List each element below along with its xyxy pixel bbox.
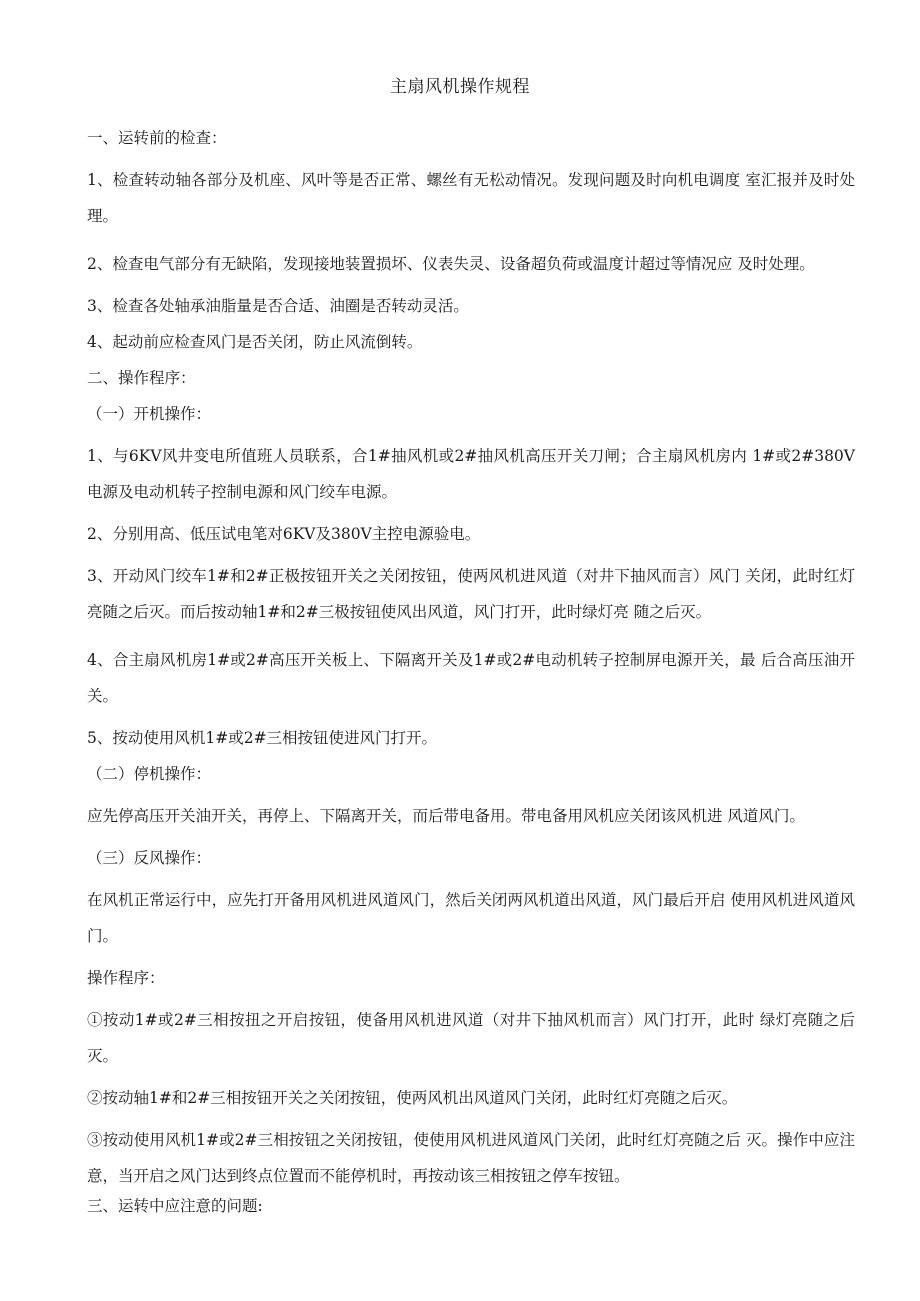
subsection-heading: （一）开机操作： <box>87 405 212 423</box>
paragraph: ③按动使用风机1#或2#三相按钮之关闭按钮，使使用风机进风道风门关闭，此时红灯亮随之后 灭。操作中应注意，当开启之风门达到终点位置而不能停机时，再按动该三相按钮之停车按钮。 <box>87 1131 855 1185</box>
section-heading: 三、运转中应注意的问题: <box>87 1197 263 1215</box>
paragraph: 5、按动使用风机1#或2#三相按钮使进风门打开。 <box>87 729 438 747</box>
section-heading: 一、运转前的检查： <box>87 129 227 147</box>
paragraph: ①按动1#或2#三相按扭之开启按钮，使备用风机进风道（对井下抽风机而言）风门打开，此时 绿灯亮随之后灭。 <box>87 1011 855 1065</box>
paragraph: 应先停高压开关油开关，再停上、下隔离开关，而后带电备用。带电备用风机应关闭该风机进 风道风门。 <box>87 807 805 825</box>
document-body <box>87 126 855 1230</box>
paragraph: 在风机正常运行中，应先打开备用风机进风道风门，然后关闭两风机道出风道，风门最后开启 使用风机进风道风门。 <box>87 891 855 945</box>
paragraph: 3、开动风门绞车1#和2#正极按钮开关之关闭按钮，使两风机进风道（对井下抽风而言）风门 关闭，此时红灯亮随之后灭。而后按动轴1#和2#三极按钮使风出风道，风门打开，此时绿灯亮 随之后灭。 <box>87 567 855 621</box>
paragraph: ②按动轴1#和2#三相按钮开关之关闭按钮，使两风机出风道风门关闭，此时红灯亮随之后灭。 <box>87 1089 738 1107</box>
subsection-heading: （二）停机操作： <box>87 765 212 783</box>
paragraph: 3、检查各处轴承油脂量是否合适、油圈是否转动灵活。 <box>87 297 469 315</box>
document-title: 主扇风机操作规程 <box>390 77 530 97</box>
paragraph: 1、与6KV风井变电所值班人员联系，合1#抽风机或2#抽风机高压开关刀闸；合主扇风机房内 1#或2#380V电源及电动机转子控制电源和风门绞车电源。 <box>87 447 855 501</box>
paragraph: 操作程序： <box>87 969 165 987</box>
paragraph: 1、检查转动轴各部分及机座、风叶等是否正常、螺丝有无松动情况。发现问题及时向机电调度 室汇报并及时处理。 <box>87 171 855 225</box>
paragraph: 4、起动前应检查风门是否关闭，防止风流倒转。 <box>87 333 423 351</box>
paragraph: 4、合主扇风机房1#或2#高压开关板上、下隔离开关及1#或2#电动机转子控制屏电源开关，最 后合高压油开关。 <box>87 651 855 705</box>
subsection-heading: （三）反风操作： <box>87 849 212 867</box>
paragraph: 2、分别用高、低压试电笔对6KV及380V主控电源验电。 <box>87 525 481 543</box>
paragraph: 2、检查电气部分有无缺陷，发现接地装置损坏、仪表失灵、设备超负荷或温度计超过等情况应 及时处理。 <box>87 255 815 273</box>
section-heading: 二、操作程序： <box>87 369 196 387</box>
